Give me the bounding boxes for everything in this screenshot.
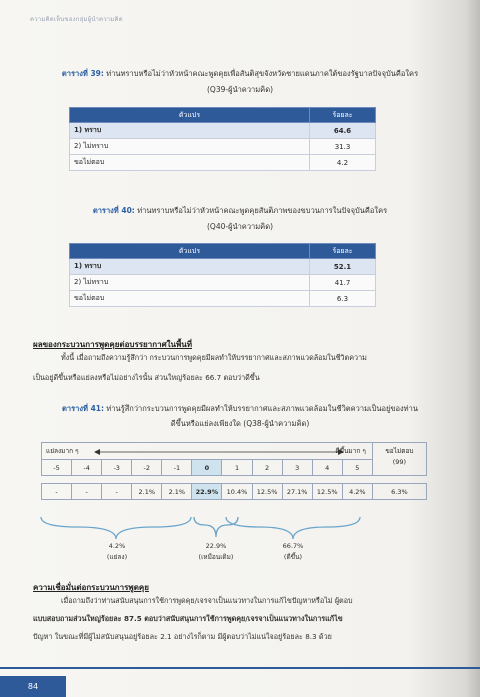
page-number: 84 [0,676,66,697]
scale-point: 1 [222,460,252,476]
table-cell: 6.3 [310,291,376,307]
table-39-header-percent: ร้อยละ [310,108,376,123]
scale-value: 10.4% [222,484,252,500]
scale-point: 4 [312,460,342,476]
noanswer-label: ขอไม่ตอบ [385,447,414,455]
scale-value: - [42,484,72,500]
table-40-header-percent: ร้อยละ [310,244,376,259]
table-40 [69,243,376,307]
table-row [70,291,376,307]
scale-point: -5 [42,460,72,476]
table-40-caption-code: (Q40-ผู้นำความคิด) [206,222,273,231]
table-cell: 2) ไม่ทราบ [70,139,310,155]
scale-value: 22.9% [192,484,222,500]
scale-point: -1 [162,460,192,476]
table-41-label: ตารางที่ 41: [62,404,105,413]
scale-point: -3 [102,460,132,476]
table-41-caption [0,403,480,414]
scale-point: 2 [252,460,282,476]
section-heading-atmosphere: ผลของกระบวนการพูดคุยต่อบรรยากาศในพื้นที่ [33,340,193,349]
table-cell: 1) ทราบ [70,123,310,139]
scale-point: 0 [192,460,222,476]
scale-arrow-icon [94,448,344,456]
scale-point: 5 [342,460,372,476]
table-40-header-variable: ตัวแปร [70,244,310,259]
scale-value: - [102,484,132,500]
table-39-header-variable: ตัวแปร [70,108,310,123]
table-cell: 41.7 [310,275,376,291]
table-39-caption [0,68,480,79]
table-cell: 52.1 [310,259,376,275]
paragraph-line: ทั้งนี้ เมื่อถามถึงความรู้สึกว่า กระบวนการพูดคุยมีผลทำให้บรรยากาศและสภาพแวดล้อมในชีวิตความ [61,353,367,362]
brace-worse [41,517,191,539]
scale-right-label: ดีขึ้นมาก ๆ [335,447,366,455]
table-40-caption [0,205,480,216]
table-cell: 2) ไม่ทราบ [70,275,310,291]
scale-value: 27.1% [282,484,312,500]
scale-points-row [42,460,427,476]
paragraph-line: เมื่อถามถึงว่าท่านสนับสนุนการใช้การพูดคุย/เจรจาเป็นแนวทางในการแก้ไขปัญหาหรือไม่ ผู้ตอบ [61,596,353,605]
scale-point: 3 [282,460,312,476]
group-better-pct: 66.7% [282,542,304,550]
scale-direction-row [42,443,373,460]
table-39 [69,107,376,171]
paragraph-line: ปัญหา ในขณะที่มีผู้ไม่สนับสนุนอยู่ร้อยละ 2.1 อย่างไรก็ตาม มีผู้ตอบว่าไม่แน่ใจอยู่ร้อยละ 8.3 ด้วย [33,632,332,641]
group-same [181,541,251,563]
paragraph-line: แบบสอบถามส่วนใหญ่ร้อยละ 87.5 ตอบว่าสนับสนุนการใช้การพูดคุย/เจรจาเป็นแนวทางในการแก้ไข [33,614,343,623]
section-heading-confidence: ความเชื่อมั่นต่อกระบวนการพูดคุย [33,583,149,592]
noanswer-value: 6.3% [372,484,426,500]
scale-value: 4.2% [342,484,372,500]
table-39-label: ตารางที่ 39: [61,69,104,78]
brace-same [194,517,238,537]
table-cell: 1) ทราบ [70,259,310,275]
scale-point: -2 [132,460,162,476]
noanswer-code: (99) [392,458,407,466]
scale-value: 2.1% [162,484,192,500]
group-better [258,541,328,563]
table-41-scale [41,442,427,500]
table-row [70,259,376,275]
scale-left-label: แย่ลงมาก ๆ [46,447,79,455]
table-40-caption-text: ท่านทราบหรือไม่ว่าหัวหน้าคณะพูดคุยสันติภาพของขบวนการในปัจจุบันคือใคร [137,206,388,215]
table-row [70,155,376,171]
running-head: ความคิดเห็นของกลุ่มผู้นำความคิด [30,16,123,23]
scale-value: 2.1% [132,484,162,500]
table-41-caption-code: ดีขึ้นหรือแย่ลงเพียงใด (Q38-ผู้นำความคิด) [170,419,310,428]
table-39-caption-text: ท่านทราบหรือไม่ว่าหัวหน้าคณะพูดคุยเพื่อสันติสุขจังหวัดชายแดนภาคใต้ของรัฐบาลปัจจุบันคือใคร [106,69,419,78]
scale-value: 12.5% [312,484,342,500]
table-row [70,275,376,291]
scale-point: -4 [72,460,102,476]
table-row [70,139,376,155]
table-cell: 4.2 [310,155,376,171]
paragraph-line: เป็นอยู่ดีขึ้นหรือแย่ลงหรือไม่อย่างไรนั้น ส่วนใหญ่ร้อยละ 66.7 ตอบว่าดีขึ้น [33,373,260,382]
group-same-pct: 22.9% [205,542,227,550]
brace-better [226,517,360,539]
group-better-label: (ดีขึ้น) [283,553,303,561]
table-cell: ขอไม่ตอบ [70,291,310,307]
table-39-caption-code: (Q39-ผู้นำความคิด) [206,85,273,94]
footer-rule [0,667,480,669]
table-cell: 31.3 [310,139,376,155]
table-cell: 64.6 [310,123,376,139]
table-cell: ขอไม่ตอบ [70,155,310,171]
scale-value: - [72,484,102,500]
group-worse-label: (แย่ลง) [106,553,128,561]
table-40-label: ตารางที่ 40: [92,206,135,215]
group-worse [82,541,152,563]
group-same-label: (เหมือนเดิม) [198,553,234,561]
table-row [70,123,376,139]
scale-values-row [42,484,427,500]
noanswer-header [372,443,426,476]
scale-value: 12.5% [252,484,282,500]
table-41-caption-text: ท่านรู้สึกว่ากระบวนการพูดคุยมีผลทำให้บรรยากาศและสภาพแวดล้อมในชีวิตความเป็นอยู่ของท่าน [106,404,418,413]
group-worse-pct: 4.2% [108,542,126,550]
